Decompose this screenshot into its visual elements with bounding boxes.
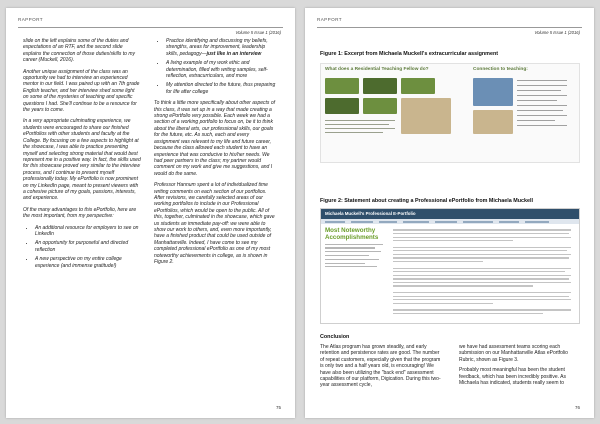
list-item: • My attention directed to the future, thus preparing for life after college <box>166 82 276 95</box>
conclusion-heading: Conclusion <box>320 334 350 340</box>
photo <box>473 110 513 134</box>
volume-label: Volume 5 Issue 1 (2016) <box>534 30 580 35</box>
left-page <box>6 8 295 418</box>
left-column-b <box>154 38 276 270</box>
figure-1-left-title: What does a Residential Teaching Fellow do? <box>325 67 429 72</box>
conclusion-column-b <box>459 344 577 390</box>
figure-1-right-title: Connection to teaching: <box>473 67 528 72</box>
paragraph: The Atlas program has grown steadily, and early retention and persistence rates are good. The number of repeat customers, especially given that the program is only two and a half years old, is encouraging! We have also been utilizing the "back end" assessment capabilities of our platform, Digication. During this two-year assessment cycle, <box>320 344 441 389</box>
header-rule <box>317 27 582 28</box>
photo <box>401 98 451 134</box>
page-number: 75 <box>275 405 281 410</box>
paragraph: we have had assessment teams scoring each submission on our Manhattanville Atlas ePortfolio Rubric, shown as Figure 3. <box>459 344 568 363</box>
sidebar-title: Most Noteworthy Accomplishments <box>325 227 379 241</box>
slide-box <box>325 78 359 94</box>
paragraph: To think a little more specifically about other aspects of this class, it was set up in a way that made creating a strong ePortfolio very possible. Each week we had a section of a working portfolio to focus on, be it to think about the liberal arts, our professional skills, our goals for the future, etc. As such, each and every assignment was relevant to my life and future career, because the class allowed each student to have an experience that was conducive to his/her needs. We had peer partners in the class; my partner would comment on my work and give me suggestions, and I would do the same. <box>154 100 275 177</box>
left-column-a <box>23 38 141 274</box>
paragraph: slide on the left explains some of the duties and expectations of an RTF, and the second slide explains the connection of those duties/skills to my career (Muckell, 2016). <box>23 38 136 64</box>
list-item: • An additional resource for employers to see on LinkedIn <box>35 225 141 238</box>
paragraph: Of the many advantages to this ePortfolio, here are the most important, from my perspective: <box>23 206 137 220</box>
photo <box>473 78 513 106</box>
figure-2-image <box>320 208 580 324</box>
emphasis: just like in an interview <box>206 50 262 57</box>
slide-box <box>325 98 359 114</box>
slide-box <box>363 98 397 114</box>
list-item: • Practice identifying and discussing my beliefs, strengths, areas for improvement, leadership skills, pedagogy—just like in an interview <box>166 38 276 57</box>
list-item: • A living example of my work ethic and determination, filled with writing samples, self-reflection, extracurriculars, and more <box>166 60 276 79</box>
list-item: • A new perspective on my entire college experience (and immense gratitude!) <box>35 256 141 269</box>
slide-box <box>363 78 397 94</box>
advantages-list-continued <box>154 38 276 95</box>
paragraph: In a very appropriate culminating experience, we students were encouraged to share our finished ePortfolios with other students and faculty at the College. By focusing on a few aspects to highlight at the showcase, I was able to practice presenting myself and selecting strong material that would best represent me in a positive way. In fact, the skills used for this showcase proved very similar to the interview process, and I continue to present myself professionally today. My ePortfolio is now prominent on my LinkedIn page, meant to present viewers with a cohesive picture of my goals, passions, interests, and experience. <box>23 118 141 202</box>
figure-1-caption: Figure 1: Excerpt from Michaela Muckell's extracurricular assignment <box>320 51 499 57</box>
portfolio-statement <box>393 227 573 314</box>
list-item: • An opportunity for purposeful and directed reflection <box>35 240 141 253</box>
header-rule <box>18 27 283 28</box>
running-head: RAPPORT <box>317 17 342 22</box>
slide-box <box>401 78 435 94</box>
right-page <box>305 8 594 418</box>
portfolio-banner: Michaela Muckell's Professional E-Portfolio <box>321 209 579 219</box>
paragraph: Another unique assignment of the class was an opportunity we had to interview an experienced mentor in our field. I was paired up with an 7th grade English teacher, and her interview shed some light on some of the mysteries of teaching and specific questions I had. She'll continue to be a resource for the years to come. <box>23 68 140 114</box>
paragraph: Professor Hannum spent a lot of individualized time writing comments on each section of our portfolios. After revisions, we carefully selected areas of our working portfolios to include in our Professional ePortfolios, which would be open to the public. All of this, together, culminated in the showcase, which gave us students an immediate pay-off: we were able to show our work to others, and, even more importantly, have a finished product that could be used outside of Manhattanville. Indeed, I have come to see my completed professional ePortfolio as one of my most noteworthy achievements in college, as is shown in Figure 2. <box>154 182 275 265</box>
figure-1-image <box>320 63 580 163</box>
figure-2-caption: Figure 2: Statement about creating a Professional ePortfolio from Michaela Muckell <box>320 198 533 204</box>
portfolio-nav <box>321 219 579 224</box>
advantages-list <box>23 225 141 269</box>
portfolio-sidebar <box>325 227 387 267</box>
paragraph: Probably most meaningful has been the student feedback, which has been incredibly positive. As Michaela has indicated, students really seem to <box>459 367 567 387</box>
volume-label: Volume 5 Issue 1 (2016) <box>235 30 281 35</box>
running-head: RAPPORT <box>18 17 43 22</box>
page-number: 76 <box>574 405 580 410</box>
conclusion-column-a <box>320 344 442 393</box>
